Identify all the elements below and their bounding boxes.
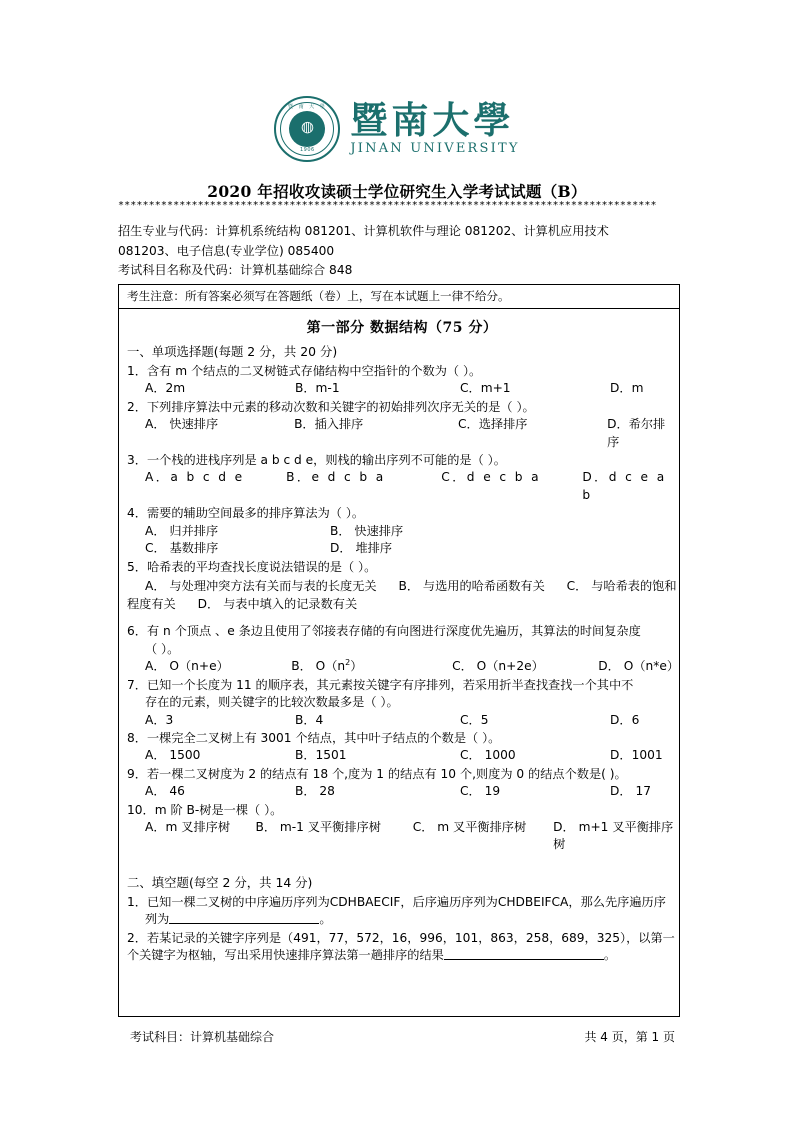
option-d[interactable]: D．m	[610, 381, 644, 396]
section-one-heading: 一、单项选择题(每题 2 分，共 20 分)	[127, 344, 338, 359]
question-6-options	[127, 658, 680, 675]
option-b[interactable]: B． 28	[295, 784, 335, 799]
subject-code-line: 考试科目名称及代码：计算机基础综合 848	[118, 263, 353, 277]
question-9-text: 9．若一棵二叉树度为 2 的结点有 18 个,度为 1 的结点有 10 个,则度为 0 的结点个数是( )。	[127, 766, 627, 781]
option-c[interactable]: C． m 叉平衡排序树	[412, 819, 527, 834]
question-1-text: 1．含有 m 个结点的二叉树链式存储结构中空指针的个数为（ ）。	[127, 364, 482, 378]
question-9	[127, 766, 677, 801]
option-a[interactable]: A．3	[145, 712, 174, 727]
option-a[interactable]: A．a b c d e	[145, 470, 245, 485]
option-a[interactable]: A．2m	[145, 381, 186, 396]
exam-body-box	[118, 284, 680, 1017]
option-c[interactable]: C． 1000	[460, 748, 516, 763]
answer-blank[interactable]	[444, 947, 604, 960]
fill-question-2-line-2: 个关键字为枢轴，写出采用快速排序算法第一趟排序的结果 。	[127, 947, 617, 962]
option-b[interactable]: B．1501	[295, 748, 347, 763]
option-a[interactable]: A． O（n+e）	[145, 659, 229, 674]
question-9-options	[127, 783, 677, 800]
question-4-text: 4．需要的辅助空间最多的排序算法为（ ）。	[127, 506, 365, 521]
exponent: 2	[345, 658, 351, 668]
question-6-text: 6．有 n 个顶点 、e 条边且使用了邻接表存储的有向图进行深度优先遍历，其算法的时间复杂度	[127, 624, 641, 639]
fill-question-2	[127, 930, 677, 965]
answer-blank[interactable]	[169, 911, 319, 924]
question-2-options	[127, 416, 677, 451]
page-footer	[130, 1028, 675, 1045]
option-b[interactable]: B．m-1	[295, 381, 340, 396]
option-c[interactable]: C． 与哈希表的饱和程度有关	[127, 578, 677, 612]
footer-subject: 考试科目：计算机基础综合	[130, 1030, 275, 1044]
option-d[interactable]: D．希尔排序	[607, 417, 666, 449]
option-d[interactable]: D．1001	[610, 748, 663, 763]
option-c[interactable]: C．选择排序	[458, 417, 528, 432]
question-1-options	[127, 380, 677, 397]
option-a[interactable]: A． 快速排序	[145, 417, 219, 432]
question-3-text: 3．一个栈的进栈序列是 a b c d e，则栈的输出序列不可能的是（ ）。	[127, 453, 506, 468]
question-3-options	[127, 469, 677, 504]
option-c[interactable]: C．5	[460, 712, 489, 727]
question-5	[127, 559, 677, 613]
seal-year: 1906	[300, 147, 315, 153]
option-d[interactable]: D． 堆排序	[330, 541, 393, 556]
logo-wordmark	[350, 97, 520, 157]
question-10	[127, 802, 677, 854]
university-name-en: JINAN UNIVERSITY	[350, 141, 520, 157]
option-d[interactable]: D． m+1 叉平衡排序树	[553, 819, 674, 852]
question-4	[127, 505, 677, 558]
option-b[interactable]: B．插入排序	[294, 417, 364, 432]
option-d[interactable]: D． 与表中填入的记录数有关	[197, 597, 358, 612]
option-c[interactable]: C． O（n+2e）	[452, 659, 544, 674]
option-b[interactable]: B． 快速排序	[330, 523, 404, 538]
option-b[interactable]: B．e d c b a	[286, 470, 386, 485]
option-c[interactable]: C．m+1	[460, 381, 511, 396]
exam-content	[119, 309, 679, 964]
option-a[interactable]: A． 归并排序	[145, 523, 219, 538]
fill-question-1-line-1: 1．已知一棵二叉树的中序遍历序列为CDHBAECIF，后序遍历序列为CHDBEIFCA，那么先序遍历序	[127, 894, 666, 909]
option-a[interactable]: A． 46	[145, 784, 185, 799]
question-10-options	[127, 819, 677, 854]
question-2	[127, 399, 677, 451]
question-7-options	[127, 712, 677, 729]
option-c[interactable]: C． 19	[460, 784, 501, 799]
seal-glyph-icon: ◍	[300, 117, 314, 136]
question-7-text-cont: 存在的元素，则关键字的比较次数最多是（ ）。	[145, 695, 399, 710]
option-d[interactable]: D．6	[610, 712, 640, 727]
option-c[interactable]: C．d e c b a	[441, 470, 542, 485]
question-8-text: 8．一棵完全二叉树上有 3001 个结点，其中叶子结点的个数是（ ）。	[127, 730, 501, 745]
part-heading: 第一部分 数据结构（75 分）	[306, 320, 498, 336]
question-3	[127, 452, 677, 504]
question-8-options	[127, 747, 677, 764]
question-10-text: 10．m 阶 B-树是一棵（ ）。	[127, 802, 283, 817]
option-d[interactable]: D． 17	[610, 784, 651, 799]
fill-question-1-line-2: 列为 。	[145, 912, 332, 927]
option-d[interactable]: D． O（n*e）	[598, 659, 680, 674]
option-d[interactable]: D．d c e a b	[582, 470, 667, 502]
option-b[interactable]: B． 与选用的哈希函数有关	[398, 578, 545, 593]
question-4-options-row-2	[127, 540, 677, 558]
option-b[interactable]: B．4	[295, 712, 324, 727]
page-title: 2020 年招收攻读硕士学位研究生入学考试试题（B）	[207, 182, 587, 201]
question-8	[127, 730, 677, 765]
candidate-notice: 考生注意：所有答案必须写在答题纸（卷）上，写在本试题上一律不给分。	[119, 285, 679, 309]
option-c[interactable]: C． 基数排序	[145, 541, 219, 556]
fill-question-1	[127, 894, 677, 929]
option-a[interactable]: A． 1500	[145, 748, 201, 763]
seal-top-text: 暨 南 大 學	[287, 104, 327, 110]
question-2-text: 2．下列排序算法中元素的移动次数和关键字的初始排列次序无关的是（ ）。	[127, 399, 535, 414]
star-divider: ****************************************************************************************	[118, 201, 657, 211]
exam-meta	[118, 222, 684, 281]
question-6-text-cont: （ ）。	[145, 641, 180, 656]
option-b[interactable]: B． m-1 叉平衡排序树	[255, 819, 381, 834]
option-a[interactable]: A． 与处理冲突方法有关而与表的长度无关	[145, 578, 377, 593]
majors-line-1: 招生专业与代码：计算机系统结构 081201、计算机软件与理论 081202、计算机应用技术	[118, 224, 609, 238]
option-a[interactable]: A．m 叉排序树	[145, 819, 231, 834]
question-4-options-row-1	[127, 523, 677, 541]
majors-line-2: 081203、电子信息(专业学位) 085400	[118, 243, 335, 258]
footer-pagination: 共 4 页，第 1 页	[584, 1030, 675, 1044]
question-1	[127, 363, 677, 398]
section-two-heading: 二、填空题(每空 2 分，共 14 分)	[127, 874, 313, 890]
question-5-text: 5．哈希表的平均查找长度说法错误的是（ ）。	[127, 560, 377, 575]
university-name-cn: 暨南大學	[350, 97, 515, 142]
university-seal-icon	[274, 96, 340, 162]
option-b[interactable]: B． $O(n^2)$	[291, 658, 363, 674]
question-7-text: 7．已知一个长度为 11 的顺序表，其元素按关键字有序排列，若采用折半查找查找一个其中不	[127, 677, 634, 692]
fill-question-2-line-1: 2．若某记录的关键字序列是（491，77，572，16，996，101，863，258，689，325），以第一	[127, 930, 675, 945]
question-6	[127, 623, 680, 675]
question-7	[127, 677, 677, 729]
university-logo	[0, 96, 794, 162]
